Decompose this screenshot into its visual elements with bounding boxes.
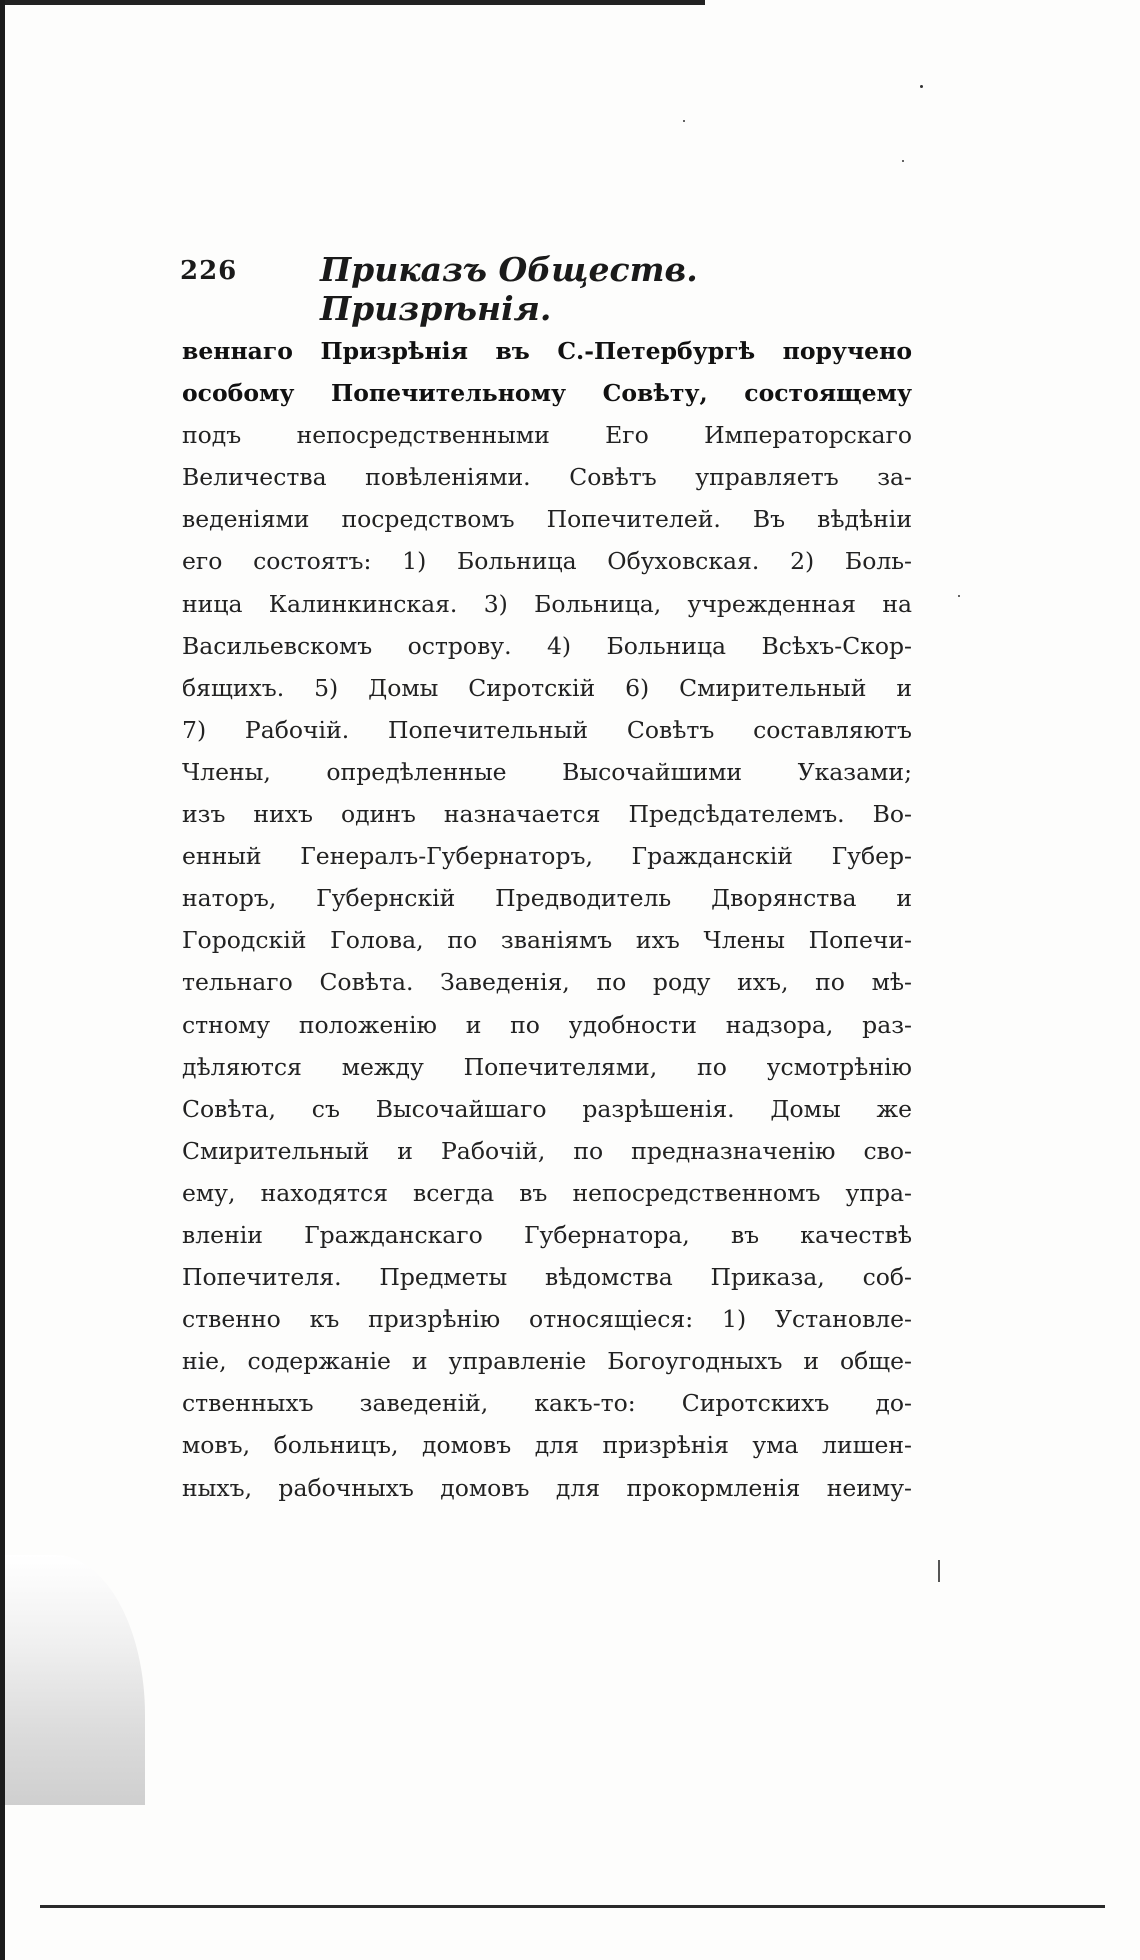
text-line: Васильевскомъ острову. 4) Больница Всѣхъ-Скор- — [182, 631, 912, 660]
text-line: изъ нихъ одинъ назначается Предсѣдателемъ. Во- — [182, 800, 912, 829]
text-line: ніе, содержаніе и управленіе Богоугодныхъ и обще- — [182, 1347, 912, 1376]
text-line: енный Генералъ-Губернаторъ, Гражданскій Губер- — [182, 842, 912, 871]
dust-speck — [683, 120, 685, 122]
dust-speck — [920, 85, 923, 88]
dust-speck — [958, 595, 960, 597]
text-line: его состоятъ: 1) Больница Обуховская. 2) Боль- — [182, 547, 912, 576]
text-line: Величества повѣленіями. Совѣтъ управляетъ за- — [182, 463, 912, 492]
text-line: веннаго Призрѣнія въ С.-Петербургѣ поручено — [182, 337, 912, 365]
page-top-edge — [0, 0, 705, 5]
text-line: Смирительный и Рабочій, по предназначенію сво- — [182, 1136, 912, 1165]
text-line: подъ непосредственными Его Императорскаго — [182, 421, 912, 450]
page-bottom-edge — [40, 1905, 1105, 1908]
text-line: наторъ, Губернскій Предводитель Дворянства и — [182, 884, 912, 913]
dust-speck — [902, 160, 904, 162]
text-line: тельнаго Совѣта. Заведенія, по роду ихъ, по мѣ- — [182, 968, 912, 997]
running-title: Приказъ Обществ. Призрѣнія. — [320, 250, 698, 328]
text-line: ему, находятся всегда въ непосредственномъ упра- — [182, 1178, 912, 1207]
text-line: Попечителя. Предметы вѣдомства Приказа, соб- — [182, 1263, 912, 1292]
text-line: стному положенію и по удобности надзора, раз- — [182, 1010, 912, 1039]
text-line: вленіи Гражданскаго Губернатора, въ качествѣ — [182, 1220, 912, 1249]
text-line: особому Попечительному Совѣту, состоящему — [182, 379, 912, 408]
body-text — [182, 330, 912, 1509]
text-line: ственныхъ заведеній, какъ-то: Сиротскихъ до- — [182, 1389, 912, 1418]
text-line: бящихъ. 5) Домы Сиротскій 6) Смирительный и — [182, 673, 912, 702]
scan-shadow — [5, 1555, 145, 1805]
text-line: дѣляются между Попечителями, по усмотрѣнію — [182, 1052, 912, 1081]
text-line: Городскій Голова, по званіямъ ихъ Члены Попечи- — [182, 926, 912, 955]
page-number: 226 — [180, 256, 238, 286]
text-line: Члены, опредѣленные Высочайшими Указами; — [182, 757, 912, 786]
text-line: ственно къ призрѣнію относящіеся: 1) Установле- — [182, 1305, 912, 1334]
text-line: Совѣта, съ Высочайшаго разрѣшенія. Домы же — [182, 1094, 912, 1123]
text-line: ница Калинкинская. 3) Больница, учрежденная на — [182, 589, 912, 618]
margin-mark — [938, 1560, 940, 1582]
text-line: мовъ, больницъ, домовъ для призрѣнія ума лишен- — [182, 1431, 912, 1460]
text-line: веденіями посредствомъ Попечителей. Въ вѣдѣніи — [182, 505, 912, 534]
text-line: 7) Рабочій. Попечительный Совѣтъ составляютъ — [182, 715, 912, 744]
text-line: ныхъ, рабочныхъ домовъ для прокормленія неиму- — [182, 1473, 912, 1502]
page-header — [180, 250, 920, 328]
